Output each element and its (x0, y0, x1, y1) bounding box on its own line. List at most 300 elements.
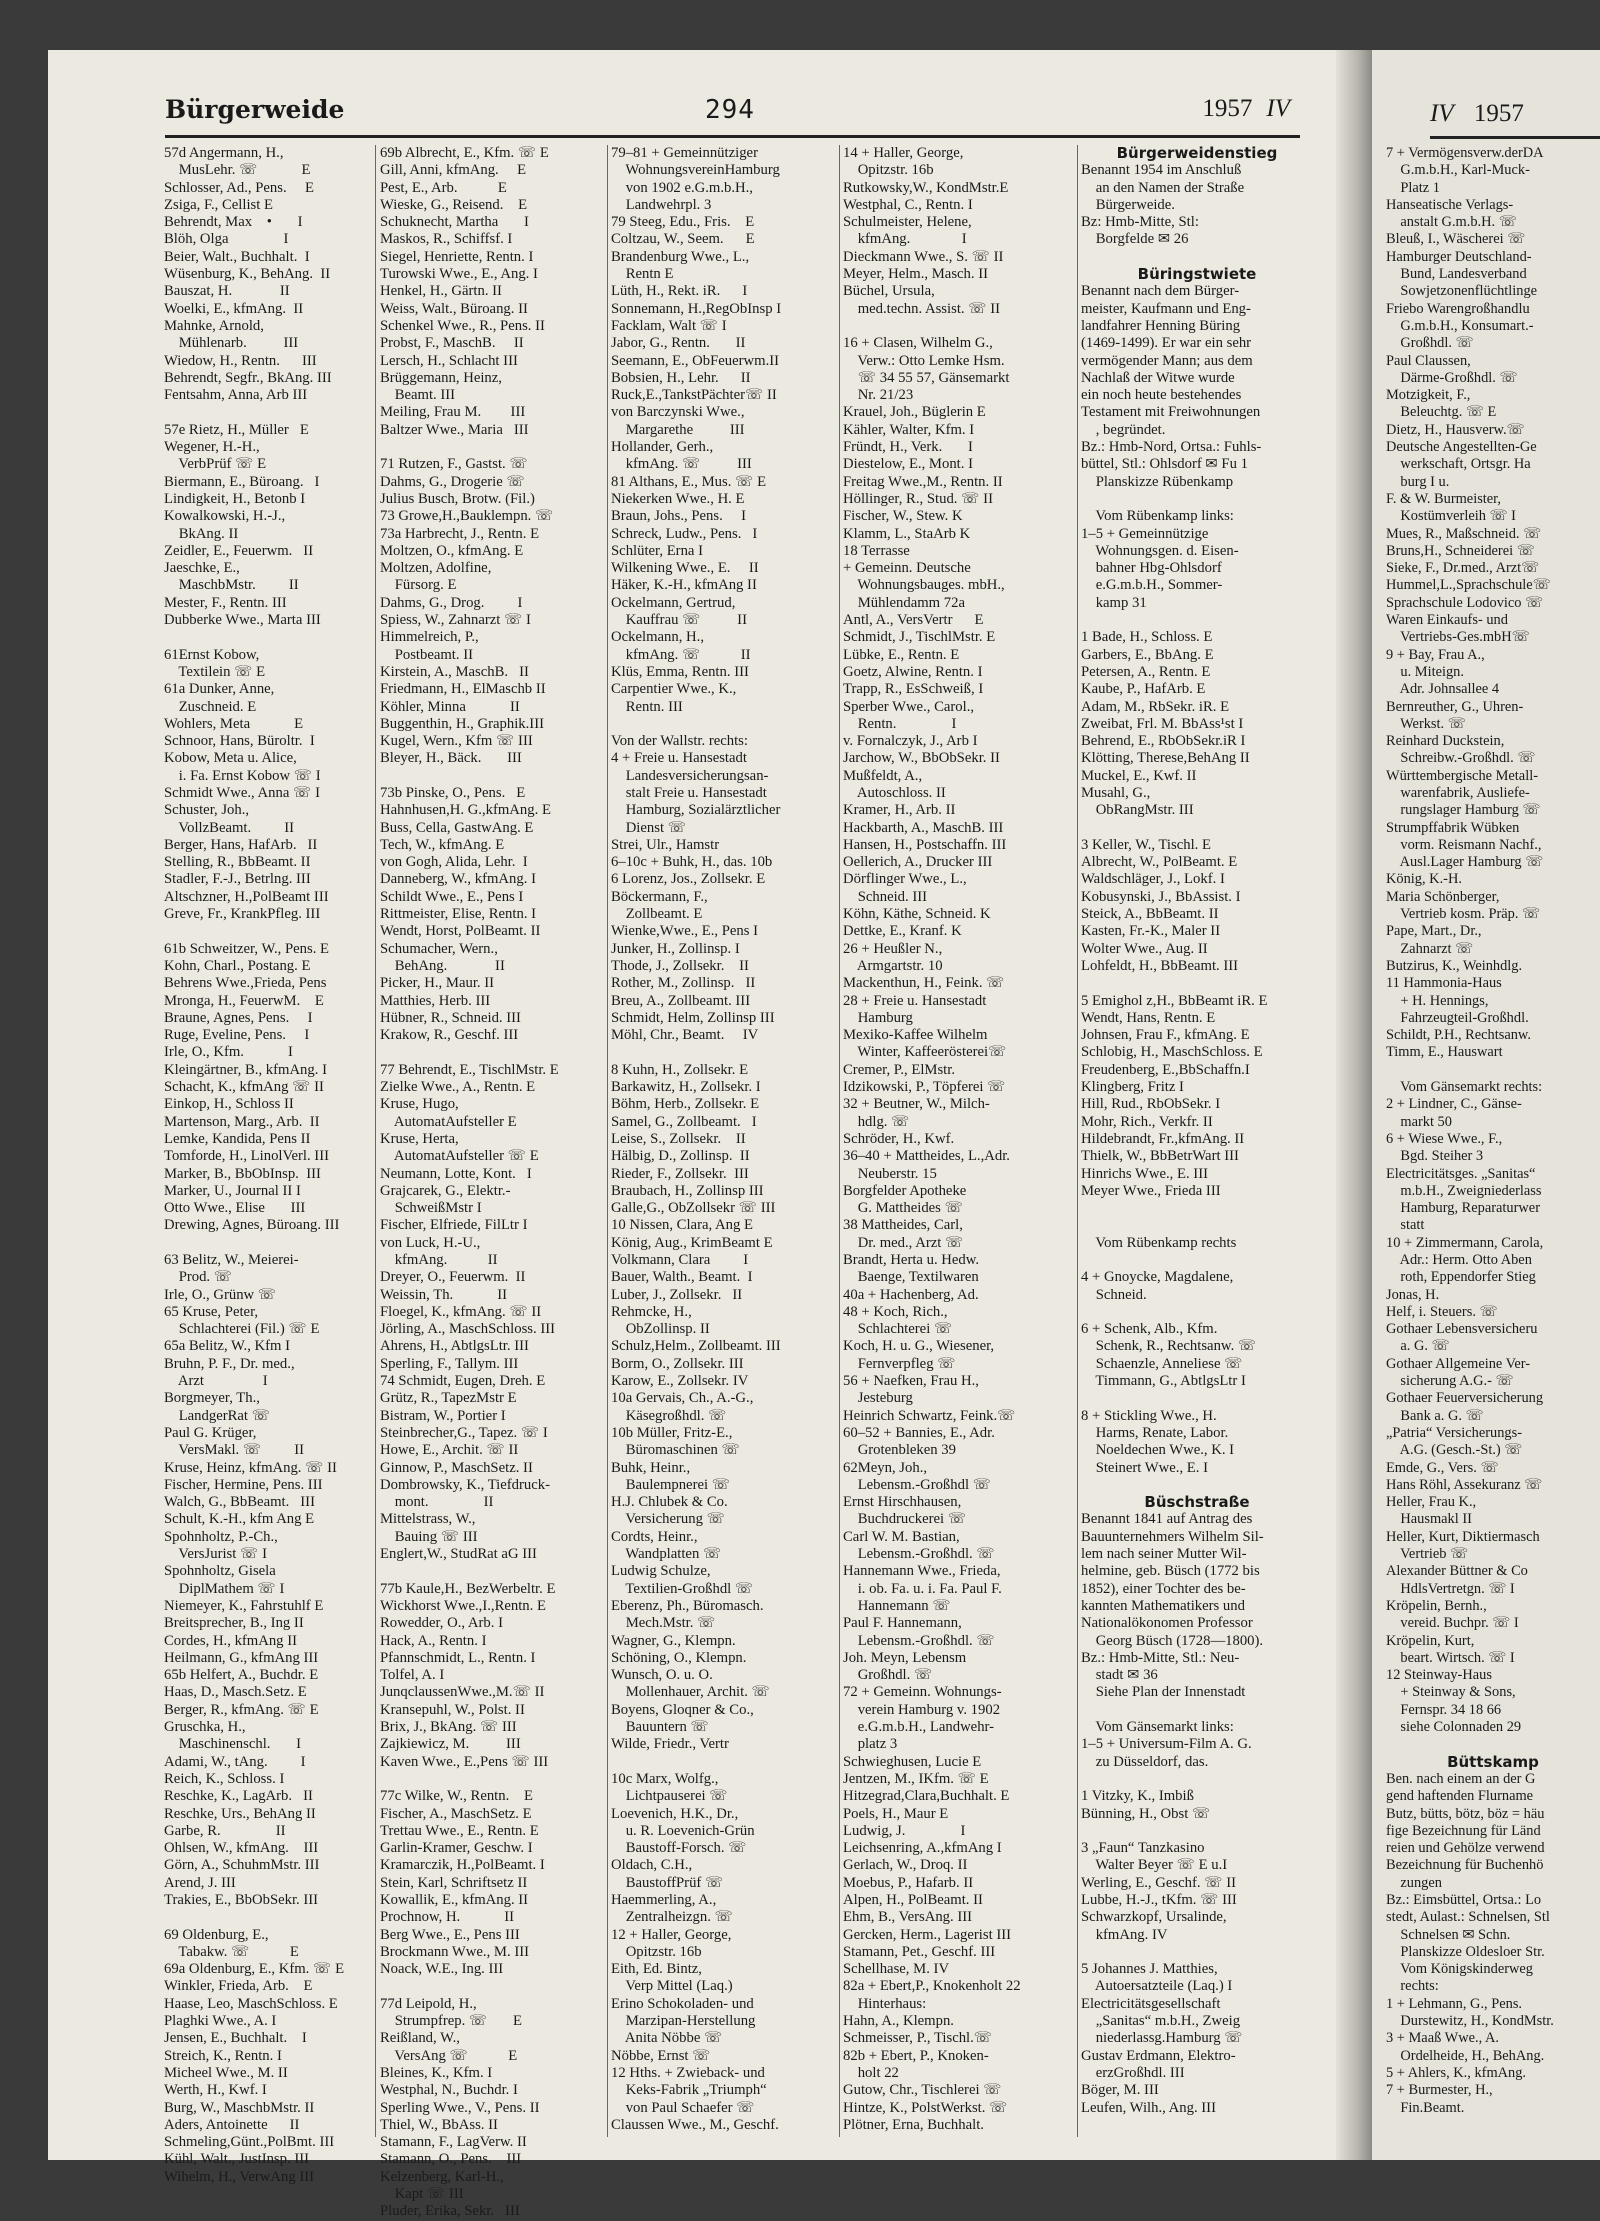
directory-line: Benannt 1841 auf Antrag des (1081, 1511, 1253, 1528)
directory-line: 77 Behrendt, E., TischlMstr. E (380, 1061, 559, 1078)
directory-line: Loevenich, H.K., Dr., (611, 1805, 739, 1822)
directory-line: helmine, geb. Büsch (1772 bis (1081, 1563, 1260, 1580)
directory-column-3 (611, 145, 837, 2137)
directory-line: Bürgerweide. (1081, 196, 1175, 213)
directory-line: Bleines, K., Kfm. I (380, 2064, 493, 2081)
directory-line (1081, 612, 1313, 629)
directory-line: Butzirus, K., Weinhdlg. (1386, 957, 1523, 974)
directory-line: Timm, E., Hauswart (1386, 1044, 1503, 1061)
directory-line: Bistram, W., Portier I (380, 1407, 506, 1424)
directory-line: i. Fa. Ernst Kobow ☏ I (164, 767, 321, 784)
directory-line (843, 318, 1073, 335)
directory-line: 7 + Burmester, H., (1386, 2082, 1493, 2099)
directory-line: SchweißMstr I (380, 1200, 482, 1217)
directory-line: Werth, H., Kwf. I (164, 2082, 267, 2099)
directory-line: Hamburg, Reparaturwer (1386, 1200, 1540, 1217)
directory-line: 60–52 + Bannies, E., Adr. (843, 1424, 995, 1441)
directory-line: 69 Oldenburg, E., (164, 1926, 269, 1943)
directory-line: Schlachterei (Fil.) ☏ E (164, 1321, 320, 1338)
directory-line: Lebensm.-Großhdl ☏ (843, 1476, 992, 1493)
directory-line: Bauuntern ☏ (611, 1719, 709, 1736)
directory-line (1081, 1477, 1313, 1494)
directory-line: Luber, J., Zollsekr. II (611, 1286, 743, 1303)
directory-column-5 (1081, 145, 1313, 2137)
directory-line: Trakies, E., BbObSekr. III (164, 1891, 319, 1908)
directory-line: DiplMathem ☏ I (164, 1580, 285, 1597)
directory-line: 72 + Gemeinn. Wohnungs- (843, 1684, 1002, 1701)
directory-line: kannten Mathematikers und (1081, 1597, 1245, 1614)
directory-line: Schwieghusen, Lucie E (843, 1753, 982, 1770)
directory-line: Rentn E (611, 266, 674, 283)
directory-line: Görn, A., SchuhmMstr. III (164, 1857, 320, 1874)
directory-line: Wohnungsbauges. mbH., (843, 577, 1005, 594)
directory-line: Spiess, W., Zahnarzt ☏ I (380, 612, 531, 629)
directory-line: 79 Steeg, Edu., Fris. E (611, 214, 755, 231)
directory-line: 6–10c + Buhk, H., das. 10b (611, 854, 773, 871)
directory-line: Nachlaß der Witwe wurde (1081, 369, 1235, 386)
directory-line: Kirstein, A., MaschB. II (380, 663, 529, 680)
directory-line: Wihelm, H., VerwAng III (164, 2168, 315, 2185)
directory-line: Friebo Warengroßhandlu (1386, 300, 1530, 317)
directory-line: Winkler, Frieda, Arb. E (164, 1978, 313, 1995)
directory-line: 82a + Ebert,P., Knokenholt 22 (843, 1978, 1021, 1995)
directory-line: 5 + Ahlers, K., kfmAng. (1386, 2064, 1527, 2081)
directory-line: Gothaer Allgemeine Ver- (1386, 1355, 1531, 1372)
directory-line: Reich, K., Schloss. I (164, 1770, 285, 1787)
directory-line: Meyer Wwe., Frieda III (1081, 1182, 1221, 1199)
directory-line: Wunsch, O. u. O. (611, 1667, 713, 1684)
directory-line: G. Mattheides ☏ (843, 1200, 963, 1217)
directory-line: Schumacher, Wern., (380, 940, 498, 957)
directory-line: m.b.H., Zweigniederlass (1386, 1182, 1542, 1199)
directory-line: Fürsorg. E (380, 577, 457, 594)
directory-line: Siegel, Henriette, Rentn. I (380, 248, 534, 265)
directory-line: H.J. Chlubek & Co. (611, 1494, 728, 1511)
directory-line: Baulempnerei ☏ (611, 1476, 731, 1493)
directory-line: Testament mit Freiwohnungen (1081, 404, 1261, 421)
directory-line: Bruhn, P. F., Dr. med., (164, 1355, 295, 1372)
directory-line: erzGroßhdl. III (1081, 2064, 1185, 2081)
directory-line: Schwarzkopf, Ursalinde, (1081, 1909, 1227, 1926)
directory-line: Reschke, K., LagArb. II (164, 1788, 313, 1805)
directory-line: Thode, J., Zollsekr. II (611, 957, 749, 974)
directory-line: Vertrieb ☏ (1386, 1546, 1469, 1563)
directory-line: Werling, E., Geschf. ☏ II (1081, 1874, 1237, 1891)
directory-line: Zajkiewicz, M. III (380, 1736, 521, 1753)
directory-line: Danneberg, W., kfmAng. I (380, 871, 536, 888)
directory-line: Ludwig Schulze, (611, 1563, 711, 1580)
directory-line: + Gemeinn. Deutsche (843, 560, 971, 577)
directory-line: Jarchow, W., BbObSekr. II (843, 750, 1000, 767)
directory-line: Cordes, H., kfmAng II (164, 1632, 297, 1649)
directory-line: Rowedder, O., Arb. I (380, 1615, 504, 1632)
directory-line: Möhl, Chr., Beamt. IV (611, 1027, 759, 1044)
directory-line: Vom Königskinderweg (1386, 1961, 1533, 1978)
directory-line: + H. Hennings, (1386, 992, 1489, 1009)
directory-line: fige Bezeichnung für Länd (1386, 1822, 1541, 1839)
directory-line: Wendt, Hans, Rentn. E (1081, 1009, 1216, 1026)
directory-line: platz 3 (843, 1736, 898, 1753)
directory-line (380, 1771, 604, 1788)
directory-line: Beleuchtg. ☏ E (1386, 404, 1497, 421)
directory-line (1386, 1736, 1600, 1753)
directory-line: Böhm, Herb., Zollsekr. E (611, 1096, 760, 1113)
directory-line: Jonas, H. (1386, 1286, 1440, 1303)
directory-line: Borgfelde ✉ 26 (1081, 231, 1189, 248)
directory-line: Deutsche Angestellten-Ge (1386, 439, 1537, 456)
directory-line: Freudenberg, E.,BbSchaffn.I (1081, 1061, 1250, 1078)
directory-line: Rutkowsky,W., KondMstr.E (843, 179, 1009, 196)
directory-line: Köhn, Käthe, Schneid. K (843, 906, 991, 923)
directory-line: Anita Nöbbe ☏ (611, 2030, 723, 2047)
directory-line: Stadler, F.-J., Betrlng. III (164, 871, 311, 888)
directory-line: Winter, Kaffeerösterei☏ (843, 1044, 1007, 1061)
directory-line: Böger, M. III (1081, 2082, 1159, 2099)
directory-line: Sowjetzonenflüchtlinge (1386, 283, 1538, 300)
directory-line: Kasten, Fr.-K., Maler II (1081, 923, 1221, 940)
directory-line: Noack, W.E., Ing. III (380, 1961, 504, 1978)
directory-line: Schildt, P.H., Rechtsanw. (1386, 1027, 1531, 1044)
column-rule (1077, 145, 1078, 2137)
street-heading: Bürgerweidenstieg (1116, 144, 1278, 162)
directory-line: Drewing, Agnes, Büroang. III (164, 1217, 340, 1234)
directory-line: Wegener, H.-H., (164, 439, 260, 456)
directory-line: Dietz, H., Hausverw.☏ (1386, 421, 1525, 438)
directory-line: Fischer, Elfriede, FilLtr I (380, 1217, 528, 1234)
directory-line: Schlüter, Erna I (611, 542, 703, 559)
directory-line: Benannt nach dem Bürger- (1081, 283, 1240, 300)
directory-line: 63 Belitz, W., Meierei- (164, 1252, 299, 1268)
directory-line: Micheel Wwe., M. II (164, 2064, 288, 2081)
directory-line: 73 Growe,H.,Bauklempn. ☏ (380, 508, 554, 525)
directory-line: Neumann, Lotte, Kont. I (380, 1165, 532, 1182)
directory-line: Otto Wwe., Elise III (164, 1200, 306, 1217)
directory-line: 7 + Vermögensverw.derDA (1386, 145, 1544, 161)
directory-line: Häker, K.-H., kfmAng II (611, 577, 757, 594)
directory-line: 48 + Koch, Rich., (843, 1303, 948, 1320)
directory-line: Ben. nach einem an der G (1386, 1770, 1536, 1787)
directory-line: HdlsVertretgn. ☏ I (1386, 1580, 1515, 1597)
directory-line: Bauing ☏ III (380, 1528, 478, 1545)
directory-line: e.G.m.b.H., Sommer- (1081, 577, 1223, 594)
directory-line: 1852), einer Tochter des be- (1081, 1580, 1246, 1597)
directory-line: MaschbMstr. II (164, 577, 299, 594)
directory-line: Rother, M., Zollinsp. II (611, 975, 756, 992)
directory-line: VollzBeamt. II (164, 819, 294, 836)
directory-line: Poels, H., Maur E (843, 1805, 949, 1822)
directory-line: Kowallik, E., kfmAng. II (380, 1891, 529, 1908)
directory-line: Plötner, Erna, Buchhalt. (843, 2116, 984, 2133)
directory-line: Leise, S., Zollsekr. II (611, 1130, 746, 1147)
directory-line: Brockmann Wwe., M. III (380, 1943, 530, 1960)
street-heading: Büschstraße (1144, 1493, 1250, 1512)
directory-line: Behrendt, Segfr., BkAng. III (164, 369, 332, 386)
directory-line: Bleuß, I., Wäscherei ☏ (1386, 231, 1526, 248)
directory-line: Rehmcke, H., (611, 1303, 692, 1320)
directory-line: Prod. ☏ (164, 1269, 233, 1286)
directory-line: 8 Kuhn, H., Zollsekr. E (611, 1061, 749, 1078)
directory-line: kfmAng. IV (1081, 1926, 1168, 1943)
directory-line: Wohnungsgen. d. Eisen- (1081, 542, 1239, 559)
directory-line: Nationalökonomen Professor (1081, 1615, 1253, 1632)
directory-line: Muckel, E., Kwf. II (1081, 767, 1197, 784)
directory-line: Breitsprecher, B., Ing II (164, 1615, 304, 1632)
directory-line: A.G. (Gesch.-St.) ☏ (1386, 1442, 1523, 1459)
directory-line: Maschinenschl. I (164, 1736, 302, 1753)
directory-line: kfmAng. ☏ III (611, 456, 752, 473)
directory-line: Durstewitz, H., KondMstr. (1386, 2013, 1554, 2030)
directory-line: Trapp, R., EsSchweiß, I (843, 681, 984, 698)
directory-line: Johnsen, Frau F., kfmAng. E (1081, 1027, 1250, 1044)
directory-line: Versicherung ☏ (611, 1511, 725, 1528)
directory-line: Braun, Johs., Pens. I (611, 508, 747, 525)
directory-line: 16 + Clasen, Wilhelm G., (843, 335, 993, 352)
directory-line: Textilein ☏ E (164, 663, 266, 680)
directory-line: an den Namen der Straße (1081, 179, 1245, 196)
directory-line: von Paul Schaefer ☏ (611, 2099, 755, 2116)
directory-line: Ruge, Eveline, Pens. I (164, 1027, 310, 1044)
directory-line: Schröder, H., Kwf. (843, 1130, 955, 1147)
directory-line: Schmidt, J., TischlMstr. E (843, 629, 996, 646)
directory-line: Jabor, G., Rentn. II (611, 335, 746, 352)
directory-line: Landwehrpl. 3 (611, 196, 712, 213)
directory-line: 73b Pinske, O., Pens. E (380, 784, 526, 801)
directory-line: LandgerRat ☏ (164, 1407, 271, 1424)
directory-line: 82b + Ebert, P., Knoken- (843, 2047, 989, 2064)
directory-line: Kobow, Meta u. Alice, (164, 750, 297, 767)
directory-line: Vom Rübenkamp rechts (1081, 1234, 1237, 1251)
directory-line: 69a Oldenburg, E., Kfm. ☏ E (164, 1961, 345, 1978)
directory-line: Schildt Wwe., E., Pens I (380, 888, 524, 905)
directory-line: Jörling, A., MaschSchloss. III (380, 1321, 556, 1338)
directory-line: Dahms, G., Drogerie ☏ (380, 473, 525, 490)
directory-line: Kohn, Charl., Postang. E (164, 957, 311, 974)
directory-line: Mahnke, Arnold, (164, 317, 264, 334)
directory-line: Fischer, W., Stew. K (843, 508, 963, 525)
directory-line: BehAng. II (380, 957, 505, 974)
directory-line: verein Hamburg v. 1902 (843, 1701, 1001, 1718)
directory-line: Kröpelin, Bernh., (1386, 1597, 1487, 1614)
directory-line: Dieckmann Wwe., S. ☏ II (843, 248, 1004, 265)
directory-line: Niemeyer, K., Fahrstuhlf E (164, 1597, 324, 1614)
directory-line: Adami, W., tAng. I (164, 1753, 306, 1770)
directory-line: Baustoff-Forsch. ☏ (611, 1840, 747, 1857)
directory-line: Hamburger Deutschland- (1386, 248, 1532, 265)
directory-line: Jaeschke, E., (164, 560, 240, 577)
directory-line: Gothaer Lebensversicheru (1386, 1321, 1538, 1338)
directory-line: Paul F. Hannemann, (843, 1615, 962, 1632)
directory-line: Bünning, H., Obst ☏ (1081, 1805, 1211, 1822)
directory-line: Albrecht, W., PolBeamt. E (1081, 854, 1238, 871)
directory-line: Englert,W., StudRat aG III (380, 1546, 537, 1563)
directory-line: 57e Rietz, H., Müller E (164, 421, 309, 438)
directory-line: Moltzen, O., kfmAng. E (380, 542, 524, 559)
directory-line: Dreyer, O., Feuerwm. II (380, 1269, 526, 1286)
directory-line: Stein, Karl, Schriftsetz II (380, 1874, 528, 1891)
directory-line: Wendt, Horst, PolBeamt. II (380, 923, 541, 940)
directory-line: Tabakw. ☏ E (164, 1943, 299, 1960)
directory-line: Mexiko-Kaffee Wilhelm (843, 1027, 988, 1044)
directory-line: hdlg. ☏ (843, 1113, 910, 1130)
directory-line: Hintze, K., PolstWerkst. ☏ (843, 2099, 1008, 2116)
directory-line: BkAng. II (164, 525, 239, 542)
directory-line: Adr. Johnsallee 4 (1386, 681, 1500, 698)
directory-line: Schmidt Wwe., Anna ☏ I (164, 784, 320, 801)
directory-line: , begründet. (1081, 421, 1166, 438)
directory-line: Borgmeyer, Th., (164, 1390, 260, 1407)
directory-line: Armgartstr. 10 (843, 957, 943, 974)
directory-column-4 (843, 145, 1073, 2137)
directory-line: roth, Eppendorfer Stieg (1386, 1269, 1536, 1286)
directory-line: Ohlsen, W., kfmAng. III (164, 1840, 319, 1857)
directory-line: 5 Emighol z,H., BbBeamt iR. E (1081, 992, 1268, 1009)
directory-line: Behrens Wwe.,Frieda, Pens (164, 975, 327, 992)
directory-line: Schenkel Wwe., R., Pens. II (380, 317, 545, 334)
directory-line: Alpen, H., PolBeamt. II (843, 1891, 983, 1908)
directory-line: zungen (1386, 1874, 1442, 1891)
directory-line: burg I u. (1386, 473, 1450, 490)
directory-line: kfmAng. I (843, 231, 967, 248)
directory-line: Kauffrau ☏ II (611, 612, 747, 629)
directory-line: Zuschneid. E (164, 698, 257, 715)
directory-line: rungslager Hamburg ☏ (1386, 802, 1541, 819)
directory-line: König, K.-H. (1386, 871, 1462, 888)
directory-line: VersAng ☏ E (380, 2047, 518, 2064)
directory-line: Wagner, G., Klempn. (611, 1632, 736, 1649)
directory-line: Wandplatten ☏ (611, 1546, 722, 1563)
directory-line: lem nach seiner Mutter Wil- (1081, 1546, 1247, 1563)
directory-line: med.techn. Assist. ☏ II (843, 300, 1001, 317)
directory-line: Leufen, Wilh., Ang. III (1081, 2099, 1216, 2116)
directory-line: kfmAng. II (380, 1252, 498, 1268)
directory-line: Fentsahm, Anna, Arb III (164, 387, 308, 404)
directory-line: Strei, Ulr., Hamstr (611, 836, 720, 853)
directory-line: 5 Johannes J. Matthies, (1081, 1961, 1218, 1978)
directory-line: Floegel, K., kfmAng. ☏ II (380, 1303, 542, 1320)
facing-volume-label: IV (1430, 100, 1454, 127)
directory-line: Ehm, B., VersAng. III (843, 1909, 973, 1926)
directory-line: Gercken, Herm., Lagerist III (843, 1926, 1012, 1943)
directory-line: Siehe Plan der Innenstadt (1081, 1684, 1246, 1701)
directory-line: Schmeisser, P., Tischl.☏ (843, 2030, 993, 2047)
directory-line: 11 Hammonia-Haus (1386, 975, 1502, 992)
directory-line: e.G.m.b.H., Landwehr- (843, 1719, 995, 1736)
directory-line: Bauer, Walth., Beamt. I (611, 1269, 753, 1286)
directory-line: beart. Wirtsch. ☏ I (1386, 1649, 1515, 1666)
directory-line: Brüggemann, Heinz, (380, 369, 502, 386)
directory-line: Maskos, R., Schiffsf. I (380, 231, 513, 248)
directory-line (1081, 249, 1313, 266)
directory-line: Carl W. M. Bastian, (843, 1528, 960, 1545)
directory-line: Ockelmann, Gertrud, (611, 594, 736, 611)
directory-line: G.m.b.H., Karl-Muck- (1386, 162, 1530, 179)
directory-line: 77d Leipold, H., (380, 1995, 477, 2012)
directory-line: 3 Keller, W., Tischl. E (1081, 836, 1211, 853)
directory-line (1081, 1771, 1313, 1788)
directory-line: Beamt. III (380, 387, 456, 404)
directory-line: Gill, Anni, kfmAng. E (380, 162, 527, 179)
directory-line: Hinrichs Wwe., E. III (1081, 1165, 1208, 1182)
directory-line: Electricitätsgesellschaft (1081, 1995, 1221, 2012)
directory-line (611, 716, 837, 733)
directory-line: Georg Büsch (1728—1800). (1081, 1632, 1264, 1649)
directory-line: 73a Harbrecht, J., Rentn. E (380, 525, 540, 542)
directory-line (164, 1909, 370, 1926)
directory-line: Schlachterei ☏ (843, 1321, 953, 1338)
directory-line: Idzikowski, P., Töpferei ☏ (843, 1079, 1006, 1096)
directory-line: Mronga, H., FeuerwM. E (164, 992, 324, 1009)
directory-line: Zsiga, F., Cellist E (164, 196, 273, 213)
directory-line: Garbers, E., BbAng. E (1081, 646, 1214, 663)
directory-line: Opitzstr. 16b (843, 162, 934, 179)
directory-line: kamp 31 (1081, 594, 1147, 611)
directory-line: 10c Marx, Wolfg., (611, 1770, 719, 1787)
directory-line: Walch, G., BbBeamt. III (164, 1494, 315, 1511)
directory-line: Berg Wwe., E., Pens III (380, 1926, 520, 1943)
directory-line: Petersen, A., Rentn. E (1081, 663, 1211, 680)
directory-line: Zeidler, E., Feuerwm. II (164, 542, 314, 559)
directory-line: Grütz, R., TapezMstr E (380, 1390, 517, 1407)
directory-line: Kramarczik, H.,PolBeamt. I (380, 1857, 545, 1874)
directory-line: Ruck,E.,TankstPächter☏ II (611, 387, 777, 404)
directory-line: Julius Busch, Brotw. (Fil.) (380, 490, 535, 507)
directory-line: Matthies, Herb. III (380, 992, 491, 1009)
directory-line: Rittmeister, Elise, Rentn. I (380, 906, 537, 923)
directory-line: warenfabrik, Ausliefe- (1386, 784, 1530, 801)
directory-line: Probst, F., MaschB. II (380, 335, 524, 352)
directory-line: Bauszat, H. II (164, 283, 290, 300)
directory-line: 56 + Naefken, Frau H., (843, 1373, 979, 1390)
directory-line: a. G. ☏ (1386, 1338, 1450, 1355)
directory-line: Mues, R., Maßschneid. ☏ (1386, 525, 1542, 542)
directory-line: Schenk, R., Rechtsanw. ☏ (1081, 1338, 1257, 1355)
directory-line: Nöbbe, Ernst ☏ (611, 2047, 711, 2064)
directory-line (164, 1235, 370, 1252)
directory-line (611, 1754, 837, 1771)
directory-line: Junker, H., Zollinsp. I (611, 940, 740, 957)
directory-line: Württembergische Metall- (1386, 767, 1538, 784)
directory-line: Buggenthin, H., Graphik.III (380, 715, 544, 732)
directory-line: Marzipan-Herstellung (611, 2013, 756, 2030)
directory-line: F. & W. Burmeister, (1386, 490, 1501, 507)
directory-line: MusLehr. ☏ E (164, 162, 311, 179)
directory-line: Bz: Hmb-Mitte, Stl: (1081, 214, 1199, 231)
directory-line: Schmeling,Günt.,PolBmt. III (164, 2134, 335, 2151)
directory-line: Niekerken Wwe., H. E (611, 490, 745, 507)
directory-line: 65a Belitz, W., Kfm I (164, 1338, 291, 1355)
directory-line (611, 1044, 837, 1061)
directory-line: Fin.Beamt. (1386, 2099, 1465, 2116)
directory-line: Paul Claussen, (1386, 352, 1471, 369)
directory-line: Garlin-Kramer, Geschw. I (380, 1840, 533, 1857)
directory-line: Wolter Wwe., Aug. II (1081, 940, 1208, 957)
directory-line: Fernspr. 34 18 66 (1386, 1701, 1502, 1718)
directory-line: Weiss, Walt., Büroang. II (380, 300, 528, 317)
directory-line: Schlosser, Ad., Pens. E (164, 179, 314, 196)
directory-line: Sperling, F., Tallym. III (380, 1355, 519, 1372)
directory-line: 4 + Freie u. Hansestadt (611, 750, 747, 767)
directory-line: Noeldechen Wwe., K. I (1081, 1442, 1235, 1459)
directory-line: gend haftenden Flurname (1386, 1788, 1534, 1805)
directory-line: BaustoffPrüf ☏ (611, 1874, 724, 1891)
directory-line: Kransepuhl, W., Polst. II (380, 1701, 525, 1718)
directory-line: Karow, E., Zollsekr. IV (611, 1373, 749, 1390)
directory-line: 3 „Faun“ Tanzkasino (1081, 1840, 1205, 1857)
directory-line: Planskizze Oldesloer Str. (1386, 1943, 1545, 1960)
directory-line: Lersch, H., Schlacht III (380, 352, 518, 369)
directory-line: 28 + Freie u. Hansestadt (843, 992, 987, 1009)
directory-line: Wienke,Wwe., E., Pens I (611, 923, 759, 940)
